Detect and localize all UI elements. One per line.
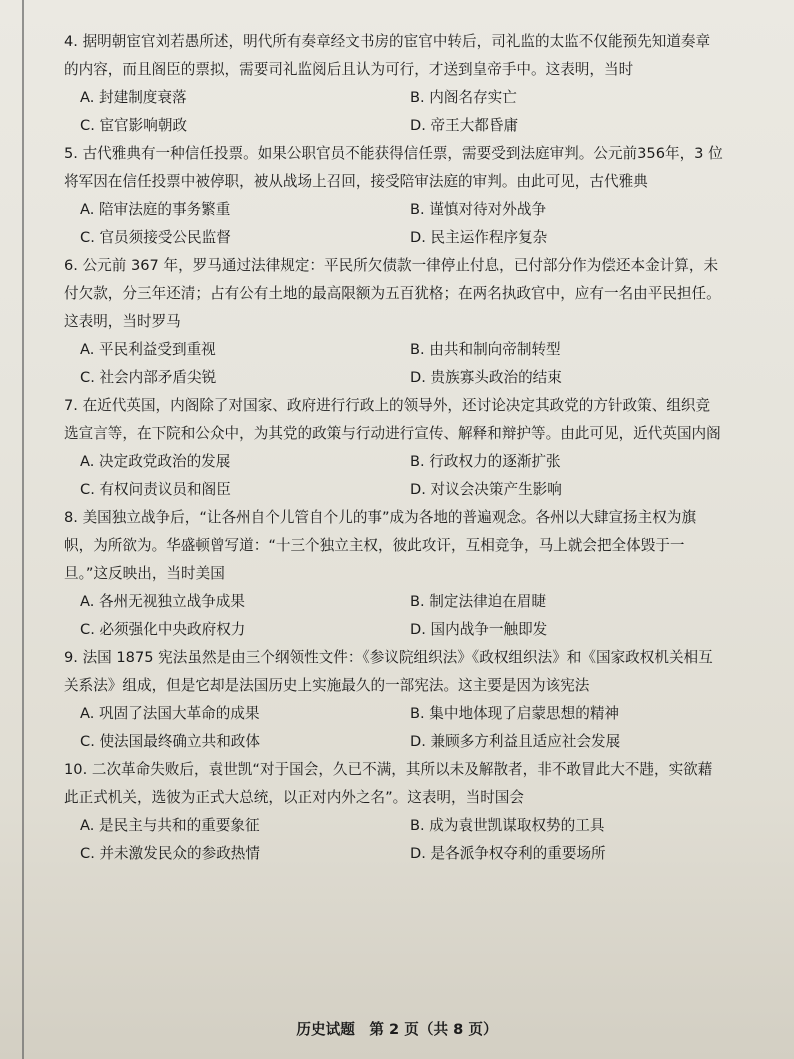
option-grid <box>80 812 724 868</box>
option-b: B. 集中地体现了启蒙思想的精神 <box>410 705 620 722</box>
option-a: A. 平民利益受到重视 <box>80 341 216 358</box>
option-b: B. 谨慎对待对外战争 <box>410 201 547 218</box>
option-d: D. 贵族寡头政治的结束 <box>410 369 562 386</box>
option-a: A. 封建制度衰落 <box>80 89 187 106</box>
option-b: B. 内阁名存实亡 <box>410 89 517 106</box>
option-grid <box>80 448 724 504</box>
question-stem: 6. 公元前 367 年，罗马通过法律规定：平民所欠债款一律停止付息，已付部分作为偿还本金计算，未付欠款，分三年还清；占有公有土地的最高限额为五百犹格；在两名执政官中，应有一名由平民担任。这表明，当时罗马 <box>64 257 721 330</box>
option-a: A. 决定政党政治的发展 <box>80 453 231 470</box>
question-list <box>64 28 724 868</box>
option-c: C. 并未激发民众的参政热情 <box>80 845 261 862</box>
question-9 <box>64 644 724 756</box>
option-d: D. 国内战争一触即发 <box>410 621 548 638</box>
question-5 <box>64 140 724 252</box>
question-stem: 7. 在近代英国，内阁除了对国家、政府进行行政上的领导外，还讨论决定其政党的方针政策、组织竞选宣言等，在下院和公众中，为其党的政策与行动进行宣传、解释和辩护等。由此可见，近代英国内阁 <box>64 397 721 442</box>
question-stem: 8. 美国独立战争后，“让各州自个儿管自个儿的事”成为各地的普遍观念。各州以大肆宣扬主权为旗帜，为所欲为。华盛顿曾写道：“十三个独立主权，彼此攻讦，互相竞争，马上就会把全体毁于一旦。”这反映出，当时美国 <box>64 509 697 582</box>
binding-margin-line <box>22 0 24 1059</box>
option-d: D. 帝王大都昏庸 <box>410 117 519 134</box>
option-a: A. 陪审法庭的事务繁重 <box>80 201 231 218</box>
option-a: A. 巩固了法国大革命的成果 <box>80 705 260 722</box>
option-c: C. 有权问责议员和阁臣 <box>80 481 231 498</box>
option-b: B. 制定法律迫在眉睫 <box>410 593 547 610</box>
page-footer: 历史试题 第 2 页（共 8 页） <box>296 1021 498 1038</box>
option-a: A. 各州无视独立战争成果 <box>80 593 245 610</box>
option-c: C. 宦官影响朝政 <box>80 117 188 134</box>
option-b: B. 成为袁世凯谋取权势的工具 <box>410 817 605 834</box>
option-c: C. 必须强化中央政府权力 <box>80 621 246 638</box>
option-c: C. 官员须接受公民监督 <box>80 229 231 246</box>
question-stem: 5. 古代雅典有一种信任投票。如果公职官员不能获得信任票，需要受到法庭审判。公元前356年，3 位将军因在信任投票中被停职，被从战场上召回，接受陪审法庭的审判。由此可见，古代雅典 <box>64 145 723 190</box>
option-c: C. 使法国最终确立共和政体 <box>80 733 261 750</box>
option-grid <box>80 84 724 140</box>
option-b: B. 由共和制向帝制转型 <box>410 341 561 358</box>
question-10 <box>64 756 724 868</box>
question-4 <box>64 28 724 140</box>
option-c: C. 社会内部矛盾尖锐 <box>80 369 217 386</box>
option-grid <box>80 196 724 252</box>
option-d: D. 对议会决策产生影响 <box>410 481 562 498</box>
option-d: D. 是各派争权夺利的重要场所 <box>410 845 606 862</box>
option-grid <box>80 588 724 644</box>
question-7 <box>64 392 724 504</box>
option-b: B. 行政权力的逐渐扩张 <box>410 453 561 470</box>
question-stem: 10. 二次革命失败后，袁世凯“对于国会，久已不满，其所以未及解散者，非不敢冒此大不韪，实欲藉此正式机关，选彼为正式大总统，以正对内外之名”。这表明，当时国会 <box>64 761 713 806</box>
option-grid <box>80 336 724 392</box>
option-grid <box>80 700 724 756</box>
question-stem: 4. 据明朝宦官刘若愚所述，明代所有奏章经文书房的宦官中转后，司礼监的太监不仅能预先知道奏章的内容，而且阁臣的票拟，需要司礼监阅后且认为可行，才送到皇帝手中。这表明，当时 <box>64 33 711 78</box>
question-stem: 9. 法国 1875 宪法虽然是由三个纲领性文件：《参议院组织法》《政权组织法》和《国家政权机关相互关系法》组成，但是它却是法国历史上实施最久的一部宪法。这主要是因为该宪法 <box>64 649 713 694</box>
option-a: A. 是民主与共和的重要象征 <box>80 817 260 834</box>
option-d: D. 兼顾多方利益且适应社会发展 <box>410 733 621 750</box>
question-8 <box>64 504 724 644</box>
question-6 <box>64 252 724 392</box>
option-d: D. 民主运作程序复杂 <box>410 229 548 246</box>
